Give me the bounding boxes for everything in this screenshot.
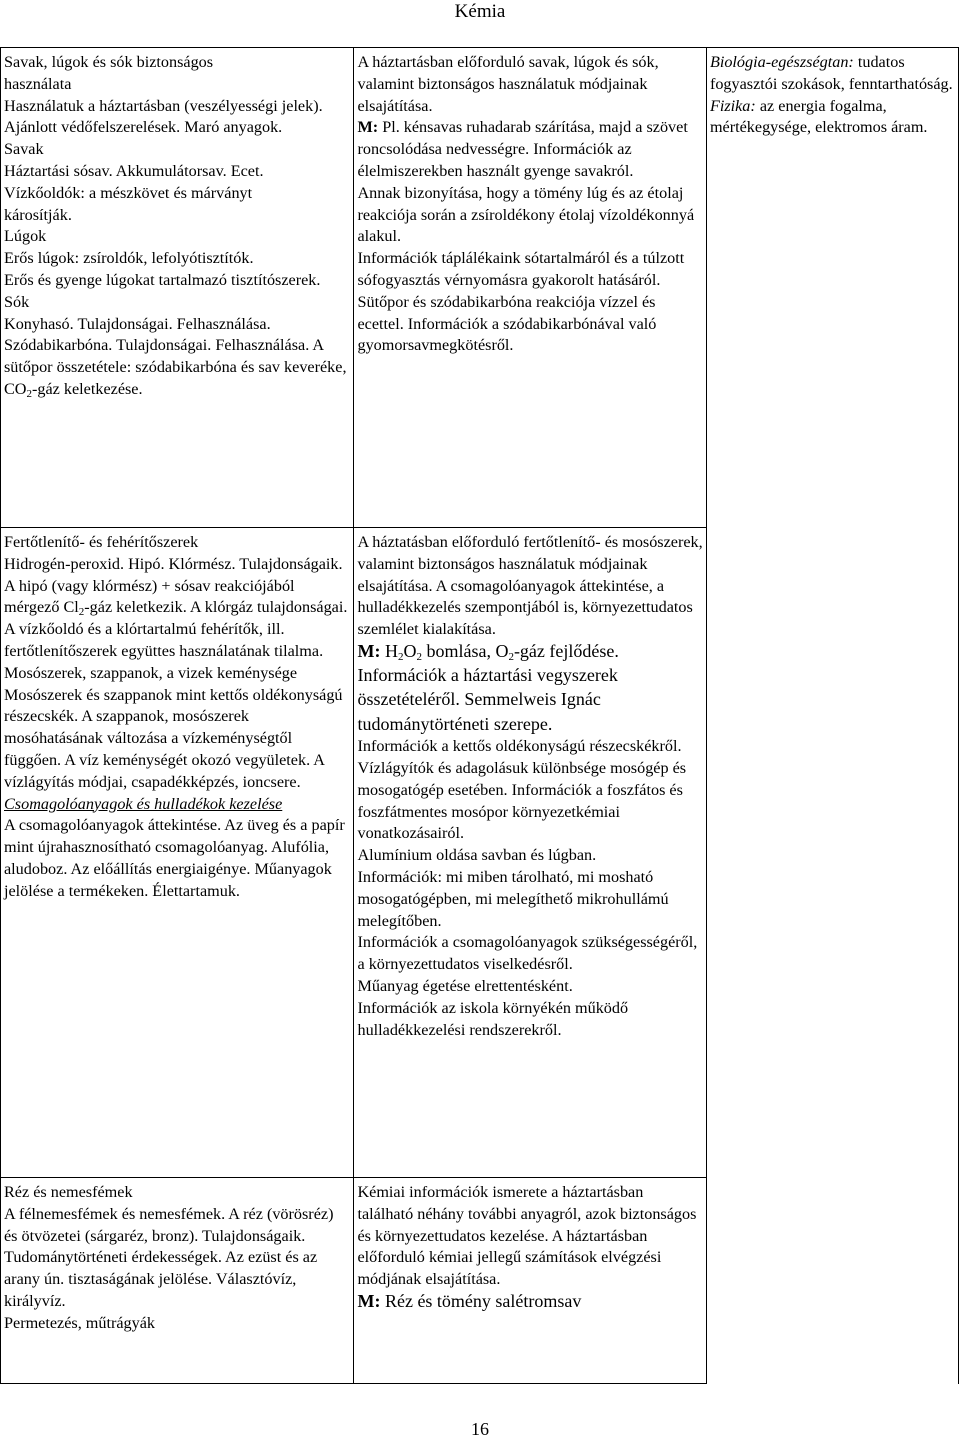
topic-text: Erős és gyenge lúgokat tartalmazó tisztítószerek.	[4, 270, 321, 289]
connections-cell-empty	[706, 1178, 958, 1384]
table-row	[1, 528, 959, 1178]
requirement-text: Információk a kettős oldékonyságú részecskékről. Vízlágyítók és adagolásuk különbsége mosógép és mosogatógép esetében. Információk a foszfátos és foszfátmentes mosópor környezetkémiai vonatkozásairól.	[357, 737, 687, 843]
connection-text: Biológia-egészségtan: tudatos fogyasztói szokások, fenntarthatóság.	[709, 53, 953, 93]
m-label: M:	[357, 118, 379, 137]
topic-text: Hidrogén-peroxid. Hipó. Klórmész. Tulajdonságaik. A hipó (vagy klórmész) + sósav reakciójából mérgező $Cl_2$-gáz keletkezik. A klórgáz tulajdonságai. A vízkőoldó és a klórtartalmú fehérítők, ill. fertőtlenítőszerek együttes használatának tilalma.	[4, 554, 348, 660]
requirements-cell	[354, 48, 706, 528]
requirement-text: Alumínium oldása savban és lúgban.	[357, 846, 597, 865]
topic-subtitle: Lúgok	[4, 227, 47, 246]
topic-title: Savak, lúgok és sók biztonságos használata	[4, 53, 214, 93]
curriculum-table	[0, 47, 959, 1384]
topic-text: Háztartási sósav. Akkumulátorsav. Ecet.	[4, 161, 264, 180]
topic-subtitle: Fertőtlenítő- és fehérítőszerek	[4, 533, 199, 551]
m-label: M:	[357, 1290, 381, 1311]
topic-subtitle: Mosószerek, szappanok, a vizek keménysége	[4, 663, 298, 682]
m-label: M:	[357, 640, 381, 661]
requirement-text: Információk a csomagolóanyagok szükségességéről, a környezettudatos viselkedésről.	[357, 933, 698, 974]
subject-label: Biológia-egészségtan:	[709, 53, 854, 71]
topic-text: Erős lúgok: zsíroldók, lefolyótisztítók.	[4, 249, 254, 268]
requirements-cell	[354, 1178, 706, 1384]
topic-cell	[1, 48, 354, 528]
table-row	[1, 1178, 959, 1384]
requirement-text: Annak bizonyítása, hogy a tömény lúg és az étolaj reakciója során a zsíroldékony étolaj vízoldékonnyá alakul.	[357, 183, 695, 246]
requirement-text: Kémiai információk ismerete a háztartásban található néhány további anyagról, azok biztonságos és környezettudatos kezelése. A háztartásban előforduló kémiai jellegű számítások elvégzési módjának elsajátítása.	[357, 1183, 697, 1289]
requirement-text: M: $H_2O_2$ bomlása, $O_2$-gáz fejlődése.	[357, 640, 619, 663]
topic-subtitle: Réz és nemesfémek	[4, 1183, 133, 1201]
table-row	[1, 48, 959, 528]
requirement-text: A háztartásban előforduló savak, lúgok és sók, valamint biztonságos használatuk módjainak elsajátítása.	[357, 53, 659, 115]
page-number: 16	[471, 1419, 489, 1439]
page-header: Kémia	[454, 1, 506, 22]
topic-cell	[1, 1178, 354, 1384]
topic-subtitle: Savak	[4, 140, 44, 159]
subject-label: Fizika:	[709, 96, 756, 115]
requirement-text: M: Réz és tömény salétromsav	[357, 1290, 582, 1311]
topic-text: A félnemesfémek és nemesfémek. A réz (vörösréz) és ötvözetei (sárgaréz, bronz). Tulajdonságaik. Tudománytörténeti érdekességek. Az ezüst és az arany ún. tisztaságának jelölése. Választóvíz, királyvíz.	[4, 1204, 334, 1310]
topic-text: Vízkőoldók: a mészkövet és márványt károsítják.	[4, 183, 253, 224]
topic-subtitle: Sók	[4, 292, 30, 311]
requirement-text: M: Pl. kénsavas ruhadarab szárítása, majd a szövet roncsolódása nedvességre. Információk az élelmiszerekben használt gyenge savakról.	[357, 118, 688, 180]
topic-subtitle: Permetezés, műtrágyák	[4, 1313, 156, 1332]
requirement-text: Műanyag égetése elrettentésként.	[357, 977, 573, 996]
topic-text: Használatuk a háztartásban (veszélyességi jelek). Ajánlott védőfelszerelések. Maró anyagok.	[4, 96, 323, 137]
connection-text: Fizika: az energia fogalma, mértékegysége, elektromos áram.	[709, 96, 928, 137]
requirement-text: Információk az iskola környékén működő hulladékkezelési rendszerekről.	[357, 998, 629, 1039]
requirement-text: Információk a háztartási vegyszerek összetételéről. Semmelweis Ignác tudománytörténeti szerepe.	[357, 664, 618, 734]
topic-text: Konyhasó. Tulajdonságai. Felhasználása.	[4, 314, 271, 333]
requirements-cell	[354, 528, 706, 1178]
requirement-text: Információk: mi miben tárolható, mi mosható mosogatógépben, mi melegíthető mikrohullámú melegítőben.	[357, 868, 669, 930]
topic-subtitle: Csomagolóanyagok és hulladékok kezelése	[4, 794, 283, 813]
topic-text: A csomagolóanyagok áttekintése. Az üveg és a papír mint újrahasznosítható csomagolóanyag. Alufólia, aludoboz. Az előállítás energiaigénye. Műanyagok jelölése a termékeken. Élettartamuk.	[4, 816, 345, 900]
topic-text: Mosószerek és szappanok mint kettős oldékonyságú részecskék. A szappanok, mosószerek mosóhatásának változása a vízkeménységtől függően. A víz keménységét okozó vegyületek. A vízlágyítás módjai, csapadékképzés, ioncsere.	[4, 685, 343, 791]
connections-cell	[706, 48, 958, 528]
requirement-text: Információk táplálékaink sótartalmáról és a túlzott sófogyasztás vérnyomásra gyakorolt hatásáról. Sütőpor és szódabikarbóna reakciója vízzel és ecettel. Információk a szódabikarbónával való gyomorsavmegkötésről.	[357, 249, 685, 355]
requirement-text: A háztatásban előforduló fertőtlenítő- és mosószerek, valamint biztonságos használatuk módjainak elsajátítása. A csomagolóanyagok áttekintése, a hulladékkezelés szempontjából is, környezettudatos szemlélet kialakítása.	[357, 533, 703, 639]
topic-text: Szódabikarbóna. Tulajdonságai. Felhasználása. A sütőpor összetétele: szódabikarbóna és sav keveréke, $CO_2$-gáz keletkezése.	[4, 336, 347, 400]
topic-cell	[1, 528, 354, 1178]
connections-cell-empty	[706, 528, 958, 1178]
